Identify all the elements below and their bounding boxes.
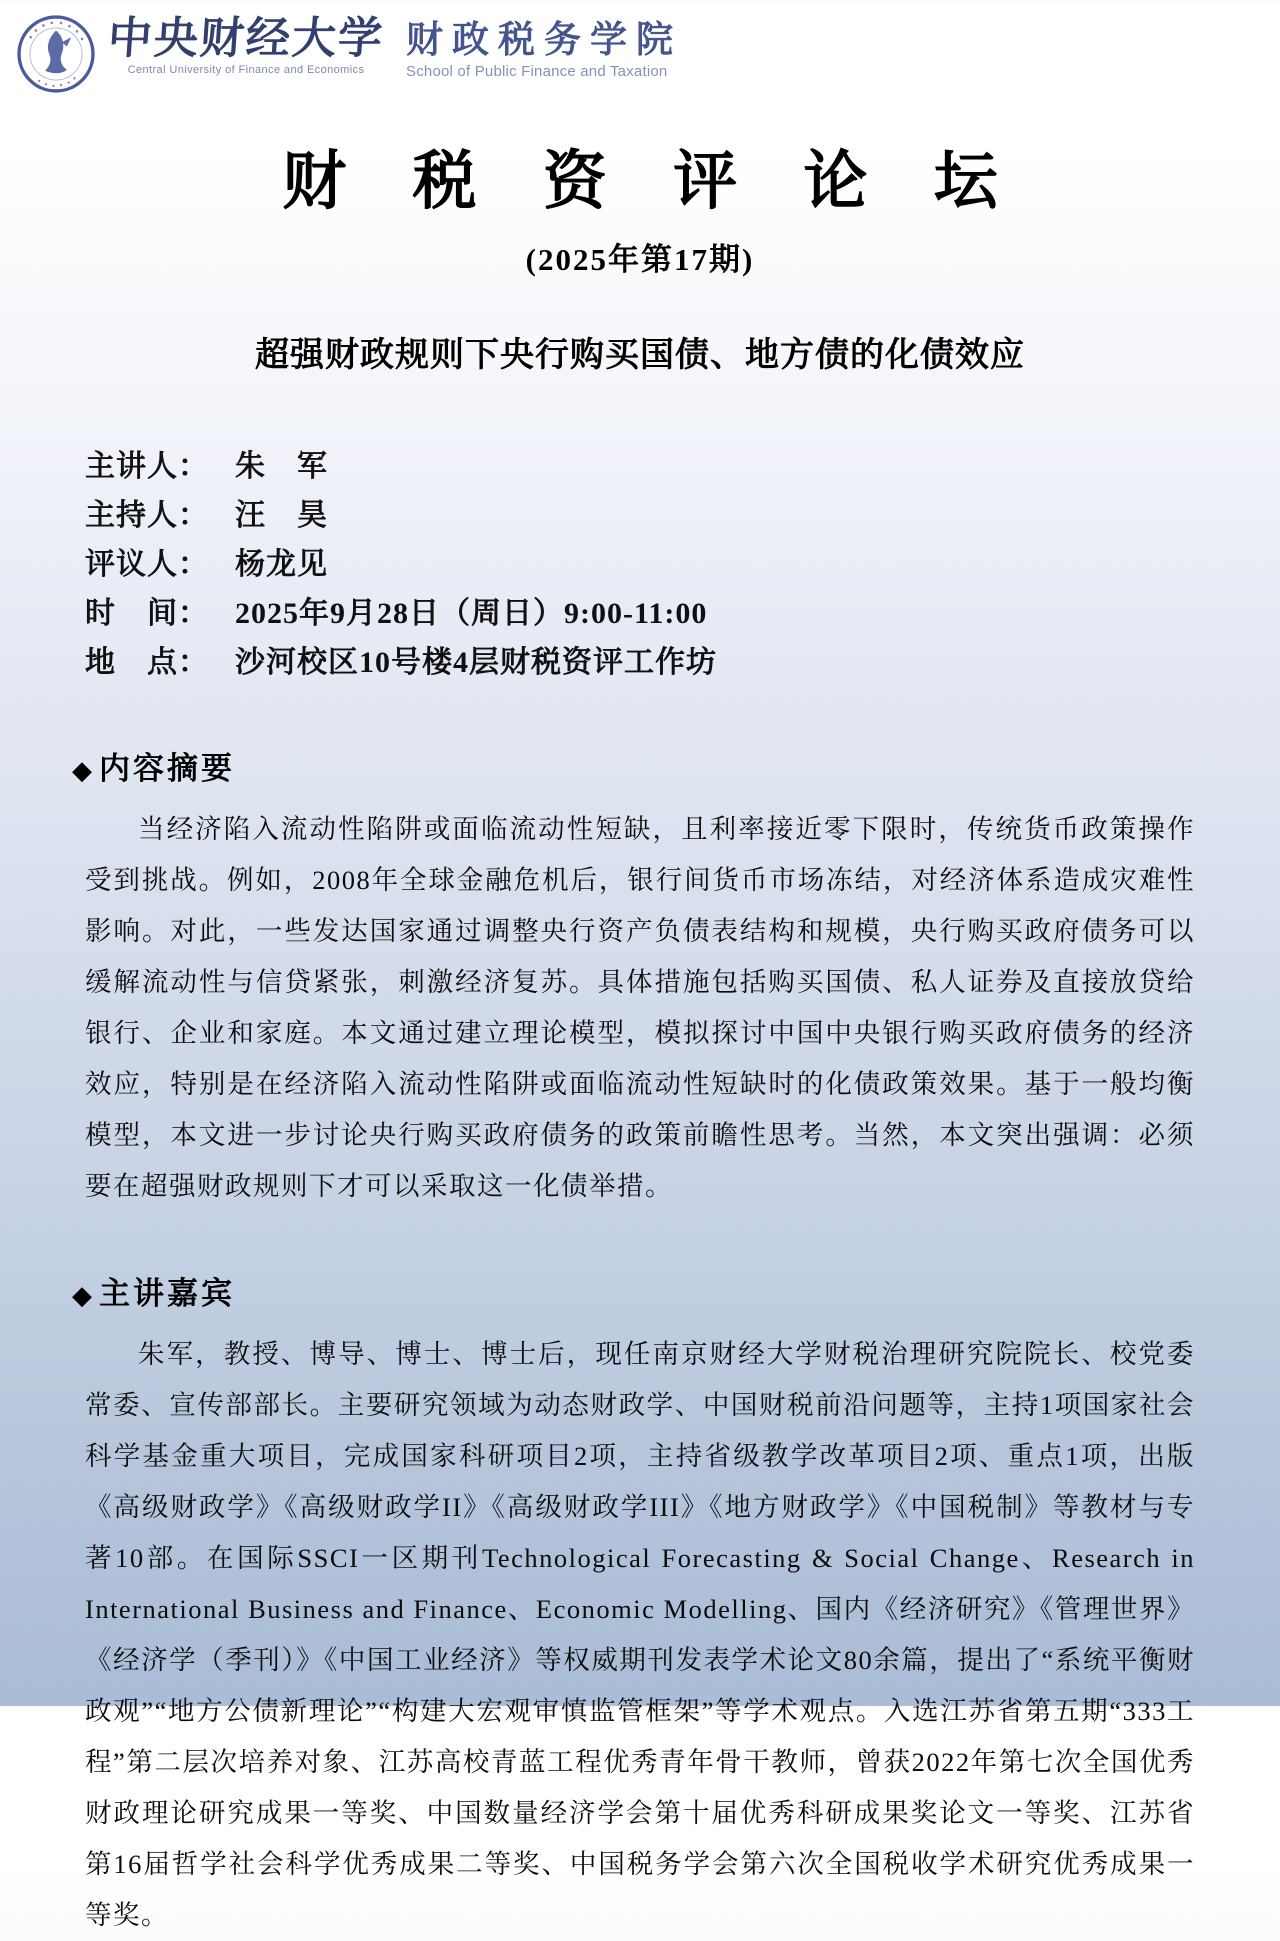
school-name-en: School of Public Finance and Taxation bbox=[406, 63, 668, 80]
info-value: 2025年9月28日（周日）9:00-11:00 bbox=[235, 597, 708, 630]
speaker-bio-body: 朱军，教授、博导、博士、博士后，现任南京财经大学财税治理研究院院长、校党委常委、宣传部部长。主要研究领域为动态财政学、中国财税前沿问题等，主持1项国家社会科学基金重大项目，完成国家科研项目2项，主持省级教学改革项目2项、重点1项，出版《高级财政学》《高级财政学II》《高级财政学III》《地方财政学》《中国税制》等教材与专著10部。在国际SSCI一区期刊Technological Forecasting & Social Change、Research in International Business and Finance、Economic Modelling、国内《经济研究》《管理世界》《经济学（季刊）》《中国工业经济》等权威期刊发表学术论文80余篇，提出了“系统平衡财政观”“地方公债新理论”“构建大宏观审慎监管框架”等学术观点。入选江苏省第五期“333工程”第二层次培养对象、江苏高校青蓝工程优秀青年骨干教师，曾获2022年第七次全国优秀财政理论研究成果一等奖、中国数量经济学会第十届优秀科研成果奖论文一等奖、江苏省第16届哲学社会科学优秀成果二等奖、中国税务学会第六次全国税收学术研究优秀成果一等奖。 bbox=[85, 1339, 1195, 1930]
diamond-icon: ◆ bbox=[72, 1281, 95, 1310]
info-value: 朱 军 bbox=[235, 450, 328, 483]
speaker-heading bbox=[72, 1268, 1195, 1313]
info-value: 汪 昊 bbox=[235, 499, 328, 532]
brand-lockup bbox=[106, 13, 682, 80]
abstract-heading-label: 内容摘要 bbox=[99, 751, 235, 786]
university-name-cn: 中央财经大学 bbox=[106, 13, 386, 64]
info-value: 沙河校区10号楼4层财税资评工作坊 bbox=[235, 646, 717, 679]
university-name-en: Central University of Finance and Economics bbox=[127, 64, 365, 76]
abstract-heading bbox=[72, 743, 1195, 788]
info-label: 主持人： bbox=[85, 499, 209, 532]
info-row-location bbox=[85, 638, 1195, 687]
info-row-time bbox=[85, 589, 1195, 638]
info-row-discussant bbox=[85, 540, 1195, 589]
info-row-host bbox=[85, 491, 1195, 540]
lecture-topic: 超强财政规则下央行购买国债、地方债的化债效应 bbox=[255, 337, 1025, 374]
event-info bbox=[85, 442, 1195, 687]
info-label: 主讲人： bbox=[85, 450, 209, 483]
diamond-icon: ◆ bbox=[72, 756, 95, 785]
header bbox=[0, 0, 1280, 102]
info-label: 地 点： bbox=[85, 646, 209, 679]
forum-title: 财 税 资 评 论 坛 bbox=[282, 144, 1020, 219]
university-seal-icon bbox=[14, 12, 98, 96]
info-row-speaker bbox=[85, 442, 1195, 491]
speaker-heading-label: 主讲嘉宾 bbox=[99, 1276, 235, 1311]
info-label: 时 间： bbox=[85, 597, 209, 630]
info-value: 杨龙见 bbox=[235, 548, 328, 581]
issue-number: (2025年第17期) bbox=[525, 242, 755, 277]
abstract-body: 当经济陷入流动性陷阱或面临流动性短缺，且利率接近零下限时，传统货币政策操作受到挑战。例如，2008年全球金融危机后，银行间货币市场冻结，对经济体系造成灾难性影响。对此，一些发达国家通过调整央行资产负债表结构和规模，央行购买政府债务可以缓解流动性与信贷紧张，刺激经济复苏。具体措施包括购买国债、私人证券及直接放贷给银行、企业和家庭。本文通过建立理论模型，模拟探讨中国中央银行购买政府债务的经济效应，特别是在经济陷入流动性陷阱或面临流动性短缺时的化债政策效果。基于一般均衡模型，本文进一步讨论央行购买政府债务的政策前瞻性思考。当然，本文突出强调：必须要在超强财政规则下才可以采取这一化债举措。 bbox=[85, 814, 1195, 1201]
info-label: 评议人： bbox=[85, 548, 209, 581]
school-name-cn: 财政税务学院 bbox=[406, 19, 682, 60]
